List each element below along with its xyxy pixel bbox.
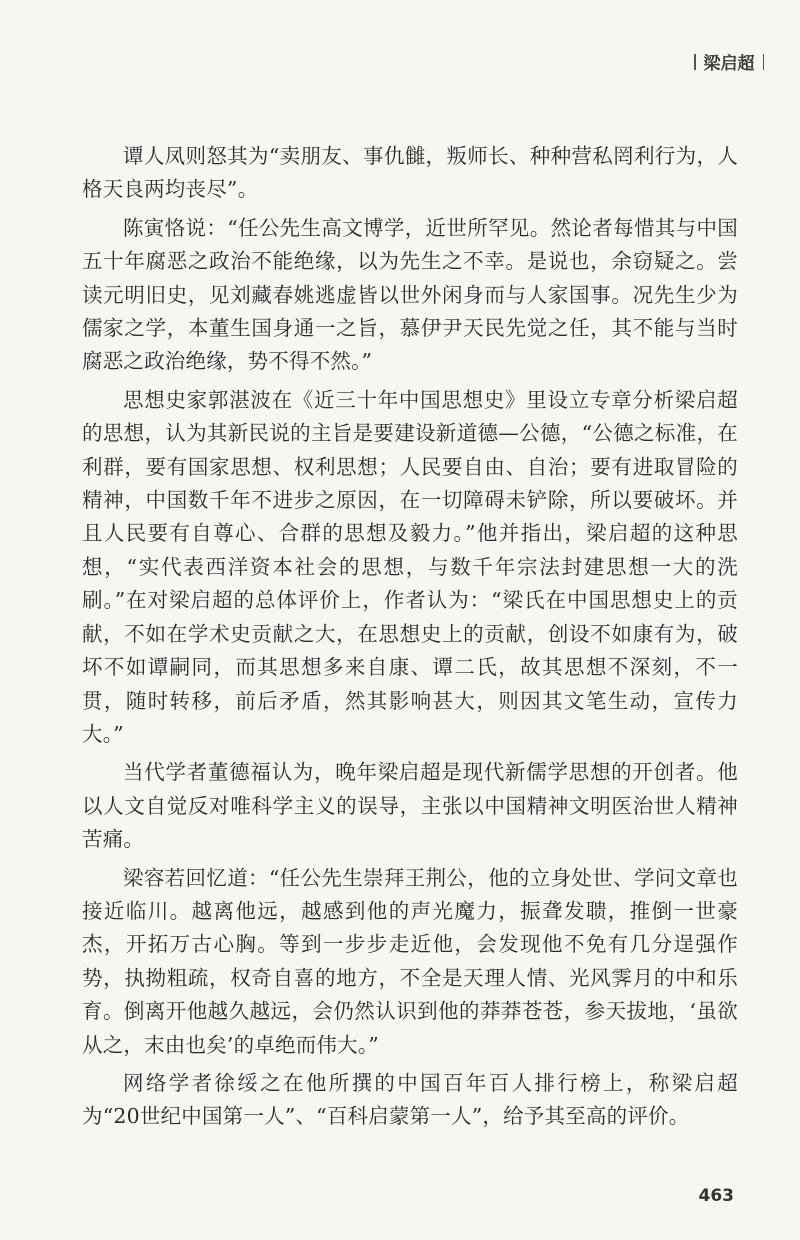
paragraph-dong-defu: 当代学者董德福认为，晚年梁启超是现代新儒学思想的开创者。他以人文自觉反对唯科学主义的误导，主张以中国精神文明医治世人精神苦痛。 — [82, 760, 738, 852]
paragraph-tan-renfeng: 谭人凤则怒其为“卖朋友、事仇雠，叛师长、种种营私罔利行为，人格天良两均丧尽”。 — [82, 144, 738, 202]
chapter-title: 梁启超 — [703, 54, 755, 74]
paragraph-liang-rongruo: 梁容若回忆道：“任公先生崇拜王荆公，他的立身处世、学问文章也接近临川。越离他远，越感到他的声光魔力，振聋发聩，推倒一世豪杰，开拓万古心胸。等到一步步走近他，会发现他不免有几分逞强作势，执拗粗疏，权奇自喜的地方，不全是天理人情、光风霁月的中和乐育。倒离开他越久越远，会仍然认识到他的莽莽苍苍，参天拔地，‘虽欲从之，末由也矣’的卓绝而伟大。” — [82, 865, 738, 1057]
page-body — [82, 140, 738, 1139]
running-header — [694, 49, 764, 74]
page-number: 463 — [698, 1186, 734, 1206]
header-left-rule — [694, 54, 696, 70]
paragraph-chen-yinke: 陈寅恪说：“任公先生高文博学，近世所罕见。然论者每惜其与中国五十年腐恶之政治不能绝缘，以为先生之不幸。是说也，余窃疑之。尝读元明旧史，见刘藏春姚逃虚皆以世外闲身而与人家国事。况先生少为儒家之学，本董生国身通一之旨，慕伊尹天民先觉之任，其不能与当时腐恶之政治绝缘，势不得不然。” — [82, 215, 738, 374]
header-right-rule — [763, 54, 765, 70]
paragraph-guo-zhanbo: 思想史家郭湛波在《近三十年中国思想史》里设立专章分析梁启超的思想，认为其新民说的主旨是要建设新道德—公德，“公德之标准，在利群，要有国家思想、权利思想；人民要自由、自治；要有进取冒险的精神，中国数千年不进步之原因，在一切障碍未铲除，所以要破坏。并且人民要有自尊心、合群的思想及毅力。”他并指出，梁启超的这种思想，“实代表西洋资本社会的思想，与数千年宗法封建思想一大的洗刷。”在对梁启超的总体评价上，作者认为：“梁氏在中国思想史上的贡献，不如在学术史贡献之大，在思想史上的贡献，创设不如康有为，破坏不如谭嗣同，而其思想多来自康、谭二氏，故其思想不深刻，不一贯，随时转移，前后矛盾，然其影响甚大，则因其文笔生动，宣传力大。” — [82, 387, 738, 746]
paragraph-xu-suizhi: 网络学者徐绥之在他所撰的中国百年百人排行榜上，称梁启超为“20世纪中国第一人”、“百科启蒙第一人”，给予其至高的评价。 — [82, 1070, 738, 1129]
